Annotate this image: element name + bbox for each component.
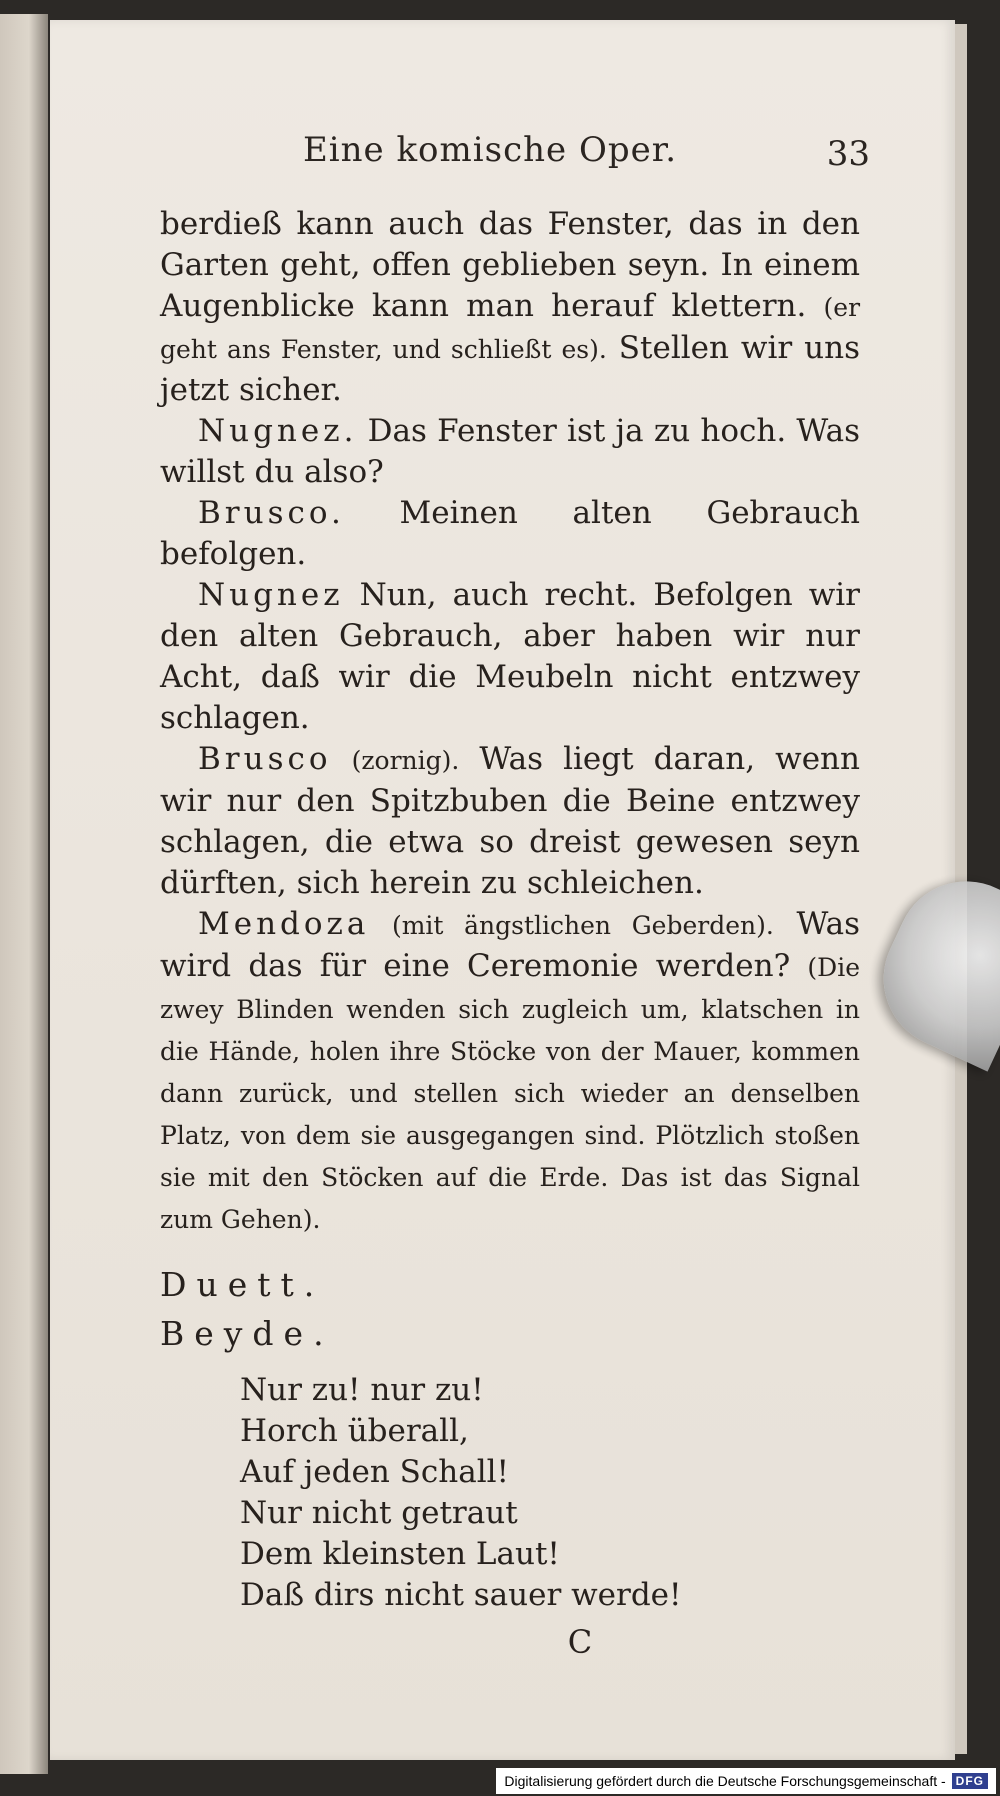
paragraph [160, 739, 860, 904]
stage-direction: (er geht ans Fenster, und schließt es). [160, 293, 861, 364]
dialogue-text: Was wird das für eine Ceremonie werden? [160, 906, 860, 984]
paragraph [160, 204, 860, 411]
digitization-footer [496, 1768, 996, 1794]
dialogue-text: berdieß kann auch das Fenster, das in den Garten geht, offen geblieben seyn. In einem Augenblicke kann man herauf klettern. [160, 206, 860, 324]
verse-line: Nur nicht getraut [240, 1495, 518, 1531]
body-text [160, 204, 860, 1663]
verse-line: Dem kleinsten Laut! [240, 1536, 560, 1572]
dialogue-text: Was liegt daran, wenn wir nur den Spitzbuben die Beine entzwey schlagen, die etwa so dreist gewesen seyn dürften, sich herein zu schleichen. [160, 741, 860, 901]
section-heading-both: Beyde. [160, 1314, 334, 1353]
running-title: Eine komische Oper. [302, 130, 678, 170]
stage-direction: (Die zwey Blinden wenden sich zugleich um, klatschen in die Hände, holen ihre Stöcke von der Mauer, kommen dann zurück, und stellen sich wieder an denselben Platz, von dem sie ausgegangen sind. Plötzlich stoßen sie mit den Stöcken auf die Erde. Das ist das Signal zum Gehen). [160, 953, 861, 1234]
paragraph [160, 411, 860, 493]
speaker-name: Nugnez [198, 577, 344, 613]
paragraph [160, 904, 860, 1240]
dfg-logo: DFG [952, 1773, 988, 1789]
verse-line: Horch überall, [240, 1413, 469, 1449]
verse-line: Auf jeden Schall! [240, 1454, 509, 1490]
stage-direction: (mit ängstlichen Geberden). [391, 911, 774, 940]
paragraph [160, 493, 860, 575]
speaker-name: Mendoza [198, 906, 370, 942]
dialogue-text: Meinen alten Gebrauch befolgen. [160, 495, 860, 572]
section-heading-duet: Duett. [160, 1265, 325, 1304]
speaker-name: Brusco [198, 741, 332, 777]
page-header [110, 126, 870, 182]
speaker-name: Nugnez. [198, 413, 358, 449]
signature-mark: C [567, 1623, 593, 1661]
verse-line: Nur zu! nur zu! [240, 1372, 484, 1408]
speaker-name: Brusco. [198, 495, 345, 531]
dialogue-text: Nun, auch recht. Befolgen wir den alten Gebrauch, aber haben wir nur Acht, daß wir die Meubeln nicht entzwey schlagen. [160, 577, 860, 736]
previous-page-edge [0, 14, 48, 1774]
dialogue-text: Das Fenster ist ja zu hoch. Was willst du also? [160, 413, 860, 490]
dialogue-text: Stellen wir uns jetzt sicher. [160, 330, 861, 408]
verse-block [240, 1370, 860, 1616]
paragraph [160, 575, 860, 739]
page-number: 33 [826, 134, 870, 174]
footer-credit: Digitalisierung gefördert durch die Deutsche Forschungsgemeinschaft - [504, 1773, 946, 1789]
stage-direction: (zornig). [351, 746, 460, 775]
verse-line: Daß dirs nicht sauer werde! [240, 1577, 682, 1613]
